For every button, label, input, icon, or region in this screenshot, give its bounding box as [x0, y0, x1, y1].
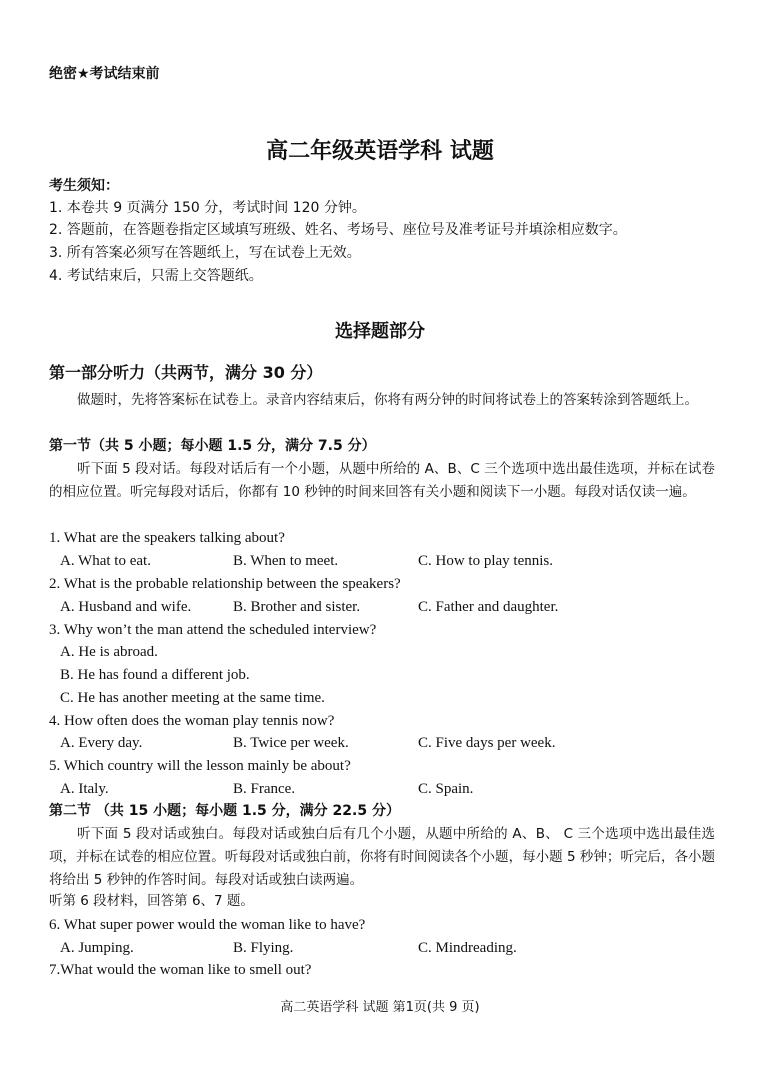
- exam-title: 高二年级英语学科 试题: [266, 139, 494, 164]
- confidential-mark: 绝密★考试结束前: [49, 66, 160, 82]
- part1-intro: 做题时，先将答案标在试卷上。录音内容结束后，你将有两分钟的时间将试卷上的答案转涂到答题纸上。: [77, 392, 698, 408]
- option-a: A. He is abroad.: [60, 644, 158, 660]
- question-3: 3. Why won’t the man attend the scheduled interview?: [49, 622, 377, 638]
- notice-item: 1. 本卷共 9 页满分 150 分，考试时间 120 分钟。: [49, 200, 366, 216]
- option-b: B. Twice per week.: [233, 735, 349, 751]
- page-footer: 高二英语学科 试题 第1页(共 9 页): [280, 1000, 480, 1015]
- option-c: C. Spain.: [418, 781, 474, 797]
- option-b: B. France.: [233, 781, 296, 797]
- option-b: B. He has found a different job.: [60, 667, 250, 683]
- option-a: A. Jumping.: [60, 940, 134, 956]
- question-7: 7.What would the woman like to smell out?: [49, 962, 312, 978]
- question-4: 4. How often does the woman play tennis now?: [49, 713, 335, 729]
- notice-item: 3. 所有答案必须写在答题纸上，写在试卷上无效。: [49, 245, 361, 261]
- question-5: 5. Which country will the lesson mainly be about?: [49, 758, 351, 774]
- section1-heading: 第一节（共 5 小题；每小题 1.5 分，满分 7.5 分）: [49, 438, 376, 454]
- notice-heading: 考生须知：: [49, 178, 119, 194]
- option-b: B. When to meet.: [233, 553, 339, 569]
- option-a: A. Husband and wife.: [60, 599, 192, 615]
- option-a: A. Every day.: [60, 735, 143, 751]
- option-b: B. Brother and sister.: [233, 599, 361, 615]
- section2-heading: 第二节 （共 15 小题；每小题 1.5 分，满分 22.5 分）: [49, 803, 400, 819]
- option-c: C. How to play tennis.: [418, 553, 553, 569]
- section2-material: 听第 6 段材料，回答第 6、7 题。: [49, 893, 254, 909]
- part1-heading: 第一部分听力（共两节，满分 30 分）: [49, 363, 323, 382]
- option-b: B. Flying.: [233, 940, 294, 956]
- option-c: C. Five days per week.: [418, 735, 556, 751]
- section-title: 选择题部分: [335, 321, 425, 342]
- question-6: 6. What super power would the woman like to have?: [49, 917, 366, 933]
- question-2: 2. What is the probable relationship between the speakers?: [49, 576, 401, 592]
- option-a: A. Italy.: [60, 781, 109, 797]
- option-a: A. What to eat.: [60, 553, 151, 569]
- notice-item: 2. 答题前，在答题卷指定区域填写班级、姓名、考场号、座位号及准考证号并填涂相应数字。: [49, 222, 627, 238]
- option-c: C. He has another meeting at the same time.: [60, 690, 325, 706]
- question-1: 1. What are the speakers talking about?: [49, 530, 285, 546]
- option-c: C. Father and daughter.: [418, 599, 559, 615]
- section1-intro: 听下面 5 段对话。每段对话后有一个小题，从题中所给的 A、B、C 三个选项中选出最佳选项，并标在试卷的相应位置。听完每段对话后，你都有 10 秒钟的时间来回答有关小题和阅读下一小题。每段对话仅读一遍。: [49, 461, 715, 500]
- section2-intro: 听下面 5 段对话或独白。每段对话或独白后有几个小题，从题中所给的 A、B、 C 三个选项中选出最佳选项，并标在试卷的相应位置。听每段对话或独白前，你将有时间阅读各个小题，每小题 5 秒钟；听完后，各小题将给出 5 秒钟的作答时间。每段对话或独白读两遍。: [49, 826, 715, 888]
- notice-item: 4. 考试结束后，只需上交答题纸。: [49, 268, 263, 284]
- option-c: C. Mindreading.: [418, 940, 517, 956]
